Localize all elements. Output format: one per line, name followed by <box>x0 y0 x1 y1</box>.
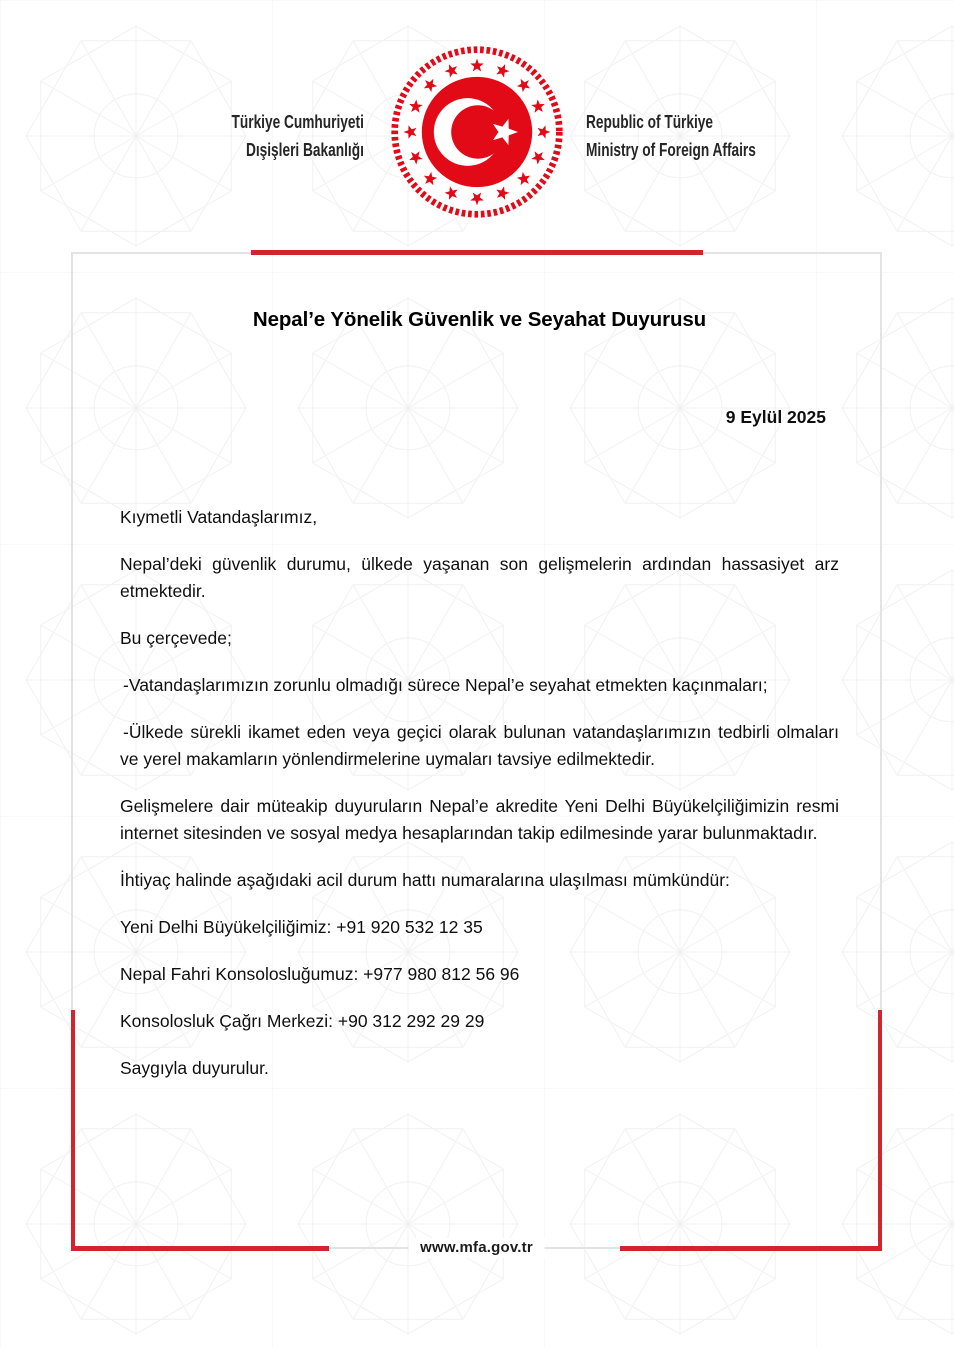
emergency-lines-intro: İhtiyaç halinde aşağıdaki acil durum hattı numaralarına ulaşılması mümkündür: <box>120 870 730 890</box>
salutation: Kıymetli Vatandaşlarımız, <box>120 507 318 527</box>
embassy-phone-line: Yeni Delhi Büyükelçiliğimiz: +91 920 532 12 35 <box>120 917 483 937</box>
announcement-date: 9 Eylül 2025 <box>725 407 826 427</box>
announcement-title: Nepal’e Yönelik Güvenlik ve Seyahat Duyurusu <box>252 308 707 331</box>
ministry-name-english-line2: Ministry of Foreign Affairs <box>586 139 756 160</box>
call-center-phone-line: Konsolosluk Çağrı Merkezi: +90 312 292 29 29 <box>120 1011 485 1031</box>
announcement-frame <box>71 252 882 1256</box>
ministry-name-turkish-line2: Dışişleri Bakanlığı <box>246 139 364 160</box>
situation-statement: Nepal’deki güvenlik durumu, ülkede yaşanan son gelişmelerin ardından hassasiyet arz etmektedir. <box>120 554 839 601</box>
framework-lead: Bu çerçevede; <box>120 628 232 648</box>
follow-announcements: Gelişmelere dair müteakip duyuruların Nepal’e akredite Yeni Delhi Büyükelçiliğimizin resmi internet sitesinden ve sosyal medya hesaplarından takip edilmesinde yarar bulunmaktadır. <box>120 796 839 843</box>
ministry-name-english-line1: Republic of Türkiye <box>586 111 714 132</box>
ministry-name-turkish <box>232 108 364 164</box>
consulate-phone-line: Nepal Fahri Konsolosluğumuz: +977 980 812 56 96 <box>120 964 520 984</box>
ministry-name-english <box>586 108 756 164</box>
mfa-emblem-icon <box>388 43 566 221</box>
ministry-name-turkish-line1: Türkiye Cumhuriyeti <box>231 111 364 132</box>
announcement-content <box>73 254 880 1247</box>
letterhead <box>0 0 954 250</box>
closing-line: Saygıyla duyurulur. <box>120 1058 269 1078</box>
advisory-item-residents: -Ülkede sürekli ikamet eden veya geçici olarak bulunan vatandaşlarımızın tedbirli olmaları ve yerel makamların yönlendirmelerine uymaları tavsiye edilmektedir. <box>120 722 839 769</box>
mfa-website-link[interactable]: www.mfa.gov.tr <box>408 1238 545 1258</box>
advisory-item-travel: -Vatandaşlarımızın zorunlu olmadığı sürece Nepal’e seyahat etmekten kaçınmaları; <box>123 675 768 695</box>
